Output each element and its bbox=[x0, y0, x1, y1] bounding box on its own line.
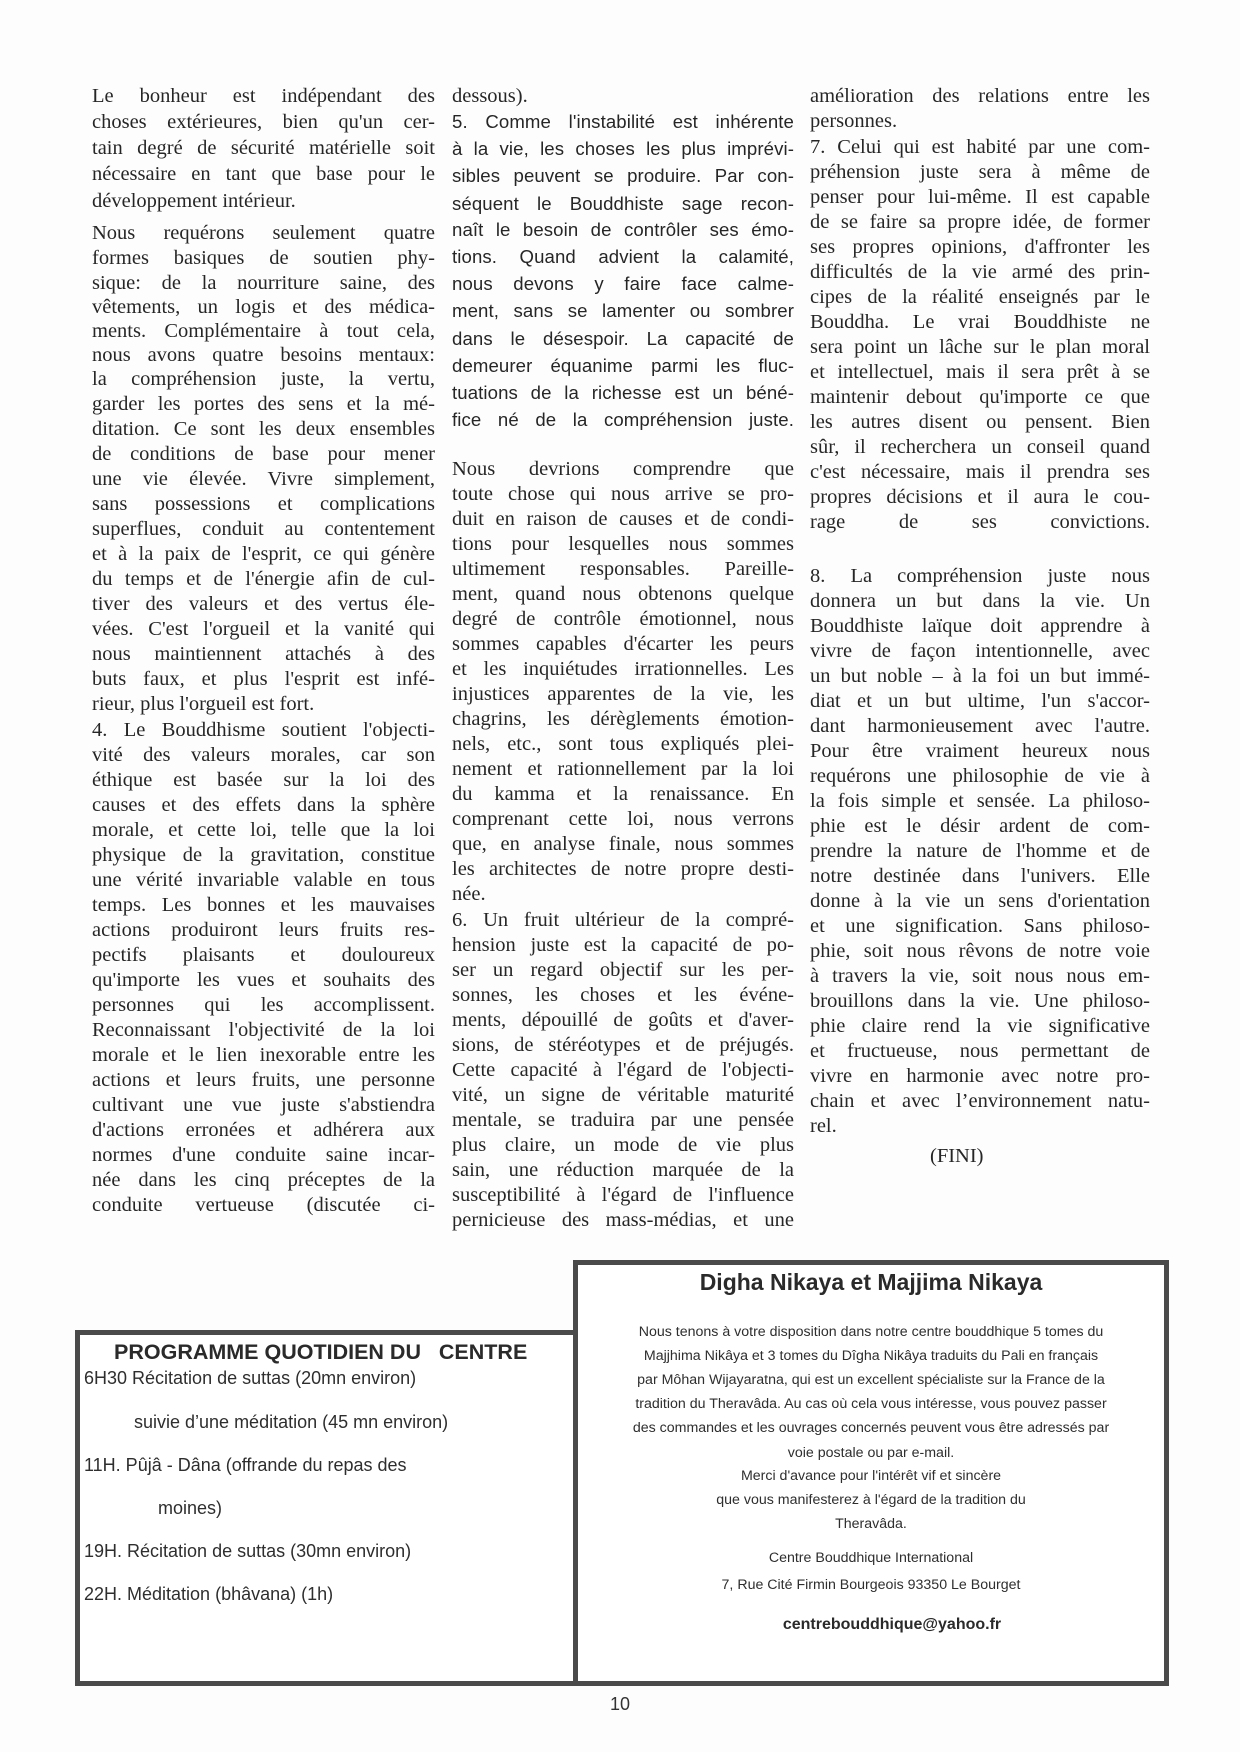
text-line: et intellectuel, mais il sera prêt à se bbox=[810, 361, 1150, 383]
text-line: vité, un signe de véritable maturité bbox=[452, 1084, 794, 1106]
info-line: par Môhan Wijayaratna, qui est un excellent spécialiste sur la France de la bbox=[637, 1372, 1105, 1388]
text-line: donnera un but dans la vie. Un bbox=[810, 590, 1150, 612]
text-line: et fructueuse, nous permettant de bbox=[810, 1040, 1150, 1062]
text-line: de se faire sa propre idée, de former bbox=[810, 211, 1150, 233]
info-line: des commandes et les ouvrages concernés peuvent vous être adressés par bbox=[632, 1420, 1110, 1436]
text-line: ments. Complémentaire à tout cela, bbox=[92, 320, 435, 342]
text-line: du kamma et la renaissance. En bbox=[452, 783, 794, 805]
text-line: dessous). bbox=[452, 85, 528, 107]
text-line: et à la paix de l'esprit, ce qui génère bbox=[92, 543, 435, 565]
text-line: les autres disent ou pensent. Bien bbox=[810, 411, 1150, 433]
contact-email[interactable]: centrebouddhique@yahoo.fr bbox=[782, 1616, 1002, 1633]
text-line: injustices apparentes de la vie, les bbox=[452, 683, 794, 705]
text-line: comprenant cette loi, nous verrons bbox=[452, 808, 794, 830]
text-line: amélioration des relations entre les bbox=[810, 85, 1150, 107]
info-line: Theravâda. bbox=[835, 1516, 907, 1532]
text-line: chagrins, les dérèglements émotion- bbox=[452, 708, 794, 730]
text-line: sonnes, les choses et les événe- bbox=[452, 984, 794, 1006]
text-line: phie, soit nous rêvons de notre voie bbox=[810, 940, 1150, 962]
text-line: ments, dépouillé de goûts et d'aver- bbox=[452, 1009, 794, 1031]
text-line: personnes. bbox=[810, 110, 898, 132]
text-line: chain et avec l’environnement natu- bbox=[810, 1090, 1150, 1112]
info-line: que vous manifesterez à l'égard de la tradition du bbox=[716, 1492, 1026, 1508]
text-line: garder les portes des sens et la mé- bbox=[92, 393, 435, 415]
schedule-item: moines) bbox=[158, 1498, 223, 1518]
text-line: Cette capacité à l'égard de l'objecti- bbox=[452, 1059, 794, 1081]
text-line: hension juste est la capacité de po- bbox=[452, 934, 794, 956]
text-line: Bouddha. Le vrai Bouddhiste ne bbox=[810, 311, 1150, 333]
text-line: phie est le désir ardent de com- bbox=[810, 815, 1150, 837]
nikaya-box-title: Digha Nikaya et Majjima Nikaya bbox=[699, 1269, 1043, 1295]
text-line: d'actions erronées et adhérera aux bbox=[92, 1119, 435, 1141]
text-line: sans possessions et complications bbox=[92, 493, 435, 515]
text-line: tiver des valeurs et des vertus éle- bbox=[92, 593, 435, 615]
text-line: rage de ses convictions. bbox=[810, 511, 1150, 533]
text-line: propres décisions et il aura le cou- bbox=[810, 486, 1150, 508]
schedule-item: 6H30 Récitation de suttas (20mn environ) bbox=[84, 1368, 417, 1388]
text-line: et les inquiétudes irrationnelles. Les bbox=[452, 658, 794, 680]
text-line: Nous devrions comprendre que bbox=[452, 458, 794, 480]
text-line: ser un regard objectif sur les per- bbox=[452, 959, 794, 981]
text-line: nels, etc., sont tous expliqués plei- bbox=[452, 733, 794, 755]
text-line: normes d'une conduite saine incar- bbox=[92, 1144, 435, 1166]
text-line: cultivant une vue juste s'abstiendra bbox=[92, 1094, 435, 1116]
text-line: à la vie, les choses les plus imprévi- bbox=[452, 138, 794, 159]
text-line: vivre de façon intentionnelle, avec bbox=[810, 640, 1150, 662]
text-line: phie claire rend la vie significative bbox=[810, 1015, 1150, 1037]
text-line: dans le désespoir. La capacité de bbox=[452, 328, 794, 349]
text-line: et une signification. Sans philoso- bbox=[810, 915, 1150, 937]
text-line: de conditions de base pour mener bbox=[92, 443, 435, 465]
text-line: ultimement responsables. Pareille- bbox=[452, 558, 794, 580]
text-line: une vérité invariable valable en tous bbox=[92, 869, 435, 891]
text-line: la fois simple et sensée. La philoso- bbox=[810, 790, 1150, 812]
text-line: brouillons dans la vie. Une philoso- bbox=[810, 990, 1150, 1012]
text-line: tions. Quand advient la calamité, bbox=[452, 246, 794, 267]
text-line: morale et le lien inexorable entre les bbox=[92, 1044, 435, 1066]
text-line: buts faux, et plus l'esprit est infé- bbox=[92, 668, 435, 690]
text-line: vité des valeurs morales, car son bbox=[92, 744, 435, 766]
text-line: pernicieuse des mass-médias, et une bbox=[452, 1209, 794, 1231]
schedule-item: suivie d’une méditation (45 mn environ) bbox=[134, 1412, 449, 1432]
text-line: tuations de la richesse est un béné- bbox=[452, 382, 794, 403]
text-line: sique: de la nourriture saine, des bbox=[92, 272, 435, 294]
info-line: Merci d'avance pour l'intérêt vif et sincère bbox=[740, 1468, 1002, 1484]
info-line: 7, Rue Cité Firmin Bourgeois 93350 Le Bourget bbox=[721, 1577, 1021, 1593]
text-line: ditation. Ce sont les deux ensembles bbox=[92, 418, 435, 440]
text-line: vêtements, un logis et des médica- bbox=[92, 296, 435, 318]
text-line: rel. bbox=[810, 1115, 837, 1137]
text-line: Bouddhiste laïque doit apprendre à bbox=[810, 615, 1150, 637]
info-line: Nous tenons à votre disposition dans notre centre bouddhique 5 tomes du bbox=[638, 1324, 1104, 1340]
text-line: née. bbox=[452, 883, 486, 905]
text-line: nous devons y faire face calme- bbox=[452, 273, 794, 294]
text-line: actions et leurs fruits, une personne bbox=[92, 1069, 435, 1091]
text-line: sera point un lâche sur le plan moral bbox=[810, 336, 1150, 358]
text-line: sions, de stéréotypes et de préjugés. bbox=[452, 1034, 794, 1056]
text-line: demeurer équanime parmi les fluc- bbox=[452, 355, 794, 376]
text-line: du temps et de l'énergie afin de cul- bbox=[92, 568, 435, 590]
text-line: préhension juste sera à même de bbox=[810, 161, 1150, 183]
info-line: Centre Bouddhique International bbox=[768, 1550, 974, 1566]
info-line: voie postale ou par e-mail. bbox=[787, 1445, 955, 1461]
text-line: conduite vertueuse (discutée ci- bbox=[92, 1194, 435, 1216]
text-line: à travers la vie, soit nous nous em- bbox=[810, 965, 1150, 987]
text-line: c'est nécessaire, mais il prendra ses bbox=[810, 461, 1150, 483]
text-line: superflues, conduit au contentement bbox=[92, 518, 435, 540]
text-line: vées. C'est l'orgueil et la vanité qui bbox=[92, 618, 435, 640]
text-line: 4. Le Bouddhisme soutient l'objecti- bbox=[92, 719, 435, 741]
text-line: tions pour lesquelles nous sommes bbox=[452, 533, 794, 555]
text-line: diat et un but ultime, l'un s'accor- bbox=[810, 690, 1150, 712]
text-line: 5. Comme l'instabilité est inhérente bbox=[452, 111, 794, 132]
text-line: 8. La compréhension juste nous bbox=[810, 565, 1150, 587]
text-line: Nous requérons seulement quatre bbox=[92, 222, 435, 244]
text-line: physique de la gravitation, constitue bbox=[92, 844, 435, 866]
text-line: mentale, se traduira par une pensée bbox=[452, 1109, 794, 1131]
text-line: tain degré de sécurité matérielle soit bbox=[92, 137, 435, 159]
text-line: sain, une réduction marquée de la bbox=[452, 1159, 794, 1181]
text-line: Pour être vraiment heureux nous bbox=[810, 740, 1150, 762]
text-line: actions produiront leurs fruits res- bbox=[92, 919, 435, 941]
text-line: Le bonheur est indépendant des bbox=[92, 85, 435, 107]
text-line: maintenir debout qu'importe ce que bbox=[810, 386, 1150, 408]
text-line: que, en analyse finale, nous sommes bbox=[452, 833, 794, 855]
text-line: vivre en harmonie avec notre pro- bbox=[810, 1065, 1150, 1087]
text-line: causes et des effets dans la sphère bbox=[92, 794, 435, 816]
text-line: nement et rationnellement par la loi bbox=[452, 758, 794, 780]
text-line: requérons une philosophie de vie à bbox=[810, 765, 1150, 787]
text-line: éthique est basée sur la loi des bbox=[92, 769, 435, 791]
info-line: Majjhima Nikâya et 3 tomes du Dîgha Nikâya traduits du Pali en français bbox=[643, 1348, 1099, 1364]
text-line: formes basiques de soutien phy- bbox=[92, 247, 435, 269]
text-line: ment, sans se lamenter ou sombrer bbox=[452, 300, 794, 321]
text-line: nous maintiennent attachés à des bbox=[92, 643, 435, 665]
text-line: donne à la vie un sens d'orientation bbox=[810, 890, 1150, 912]
text-line: née dans les cinq préceptes de la bbox=[92, 1169, 435, 1191]
text-line: penser pour lui-même. Il est capable bbox=[810, 186, 1150, 208]
programme-box-title: PROGRAMME QUOTIDIEN DU CENTRE bbox=[114, 1340, 528, 1364]
text-line: une vie élevée. Vivre simplement, bbox=[92, 468, 435, 490]
end-mark: (FINI) bbox=[930, 1145, 984, 1167]
text-line: sommes capables d'écarter les peurs bbox=[452, 633, 794, 655]
info-line: tradition du Theravâda. Au cas où cela vous intéresse, vous pouvez passer bbox=[635, 1396, 1107, 1412]
text-line: développement intérieur. bbox=[92, 190, 296, 212]
text-line: cipes de la réalité enseignés par le bbox=[810, 286, 1150, 308]
text-line: nous avons quatre besoins mentaux: bbox=[92, 344, 435, 366]
text-line: les architectes de notre propre desti- bbox=[452, 858, 794, 880]
text-line: qu'importe les vues et souhaits des bbox=[92, 969, 435, 991]
text-line: séquent le Bouddhiste sage recon- bbox=[452, 193, 794, 214]
text-line: notre destinée dans l'univers. Elle bbox=[810, 865, 1150, 887]
text-line: pectifs plaisants et douloureux bbox=[92, 944, 435, 966]
text-line: naît le besoin de contrôler ses émo- bbox=[452, 219, 794, 240]
text-line: personnes qui les accomplissent. bbox=[92, 994, 435, 1016]
text-line: prendre la nature de l'homme et de bbox=[810, 840, 1150, 862]
text-line: duit en raison de causes et de condi- bbox=[452, 508, 794, 530]
text-line: toute chose qui nous arrive se pro- bbox=[452, 483, 794, 505]
text-line: plus claire, un mode de vie plus bbox=[452, 1134, 794, 1156]
text-line: rieur, plus l'orgueil est fort. bbox=[92, 693, 315, 715]
page-number: 10 bbox=[610, 1694, 631, 1714]
text-line: ses propres opinions, d'affronter les bbox=[810, 236, 1150, 258]
text-line: ment, quand nous obtenons quelque bbox=[452, 583, 794, 605]
text-line: sibles peuvent se produire. Par con- bbox=[452, 165, 794, 186]
text-line: fice né de la compréhension juste. bbox=[452, 409, 794, 430]
text-line: morale, et cette loi, telle que la loi bbox=[92, 819, 435, 841]
text-line: susceptibilité à l'égard de l'influence bbox=[452, 1184, 794, 1206]
text-line: Reconnaissant l'objectivité de la loi bbox=[92, 1019, 435, 1041]
text-line: dant harmonieusement avec l'autre. bbox=[810, 715, 1150, 737]
text-line: nécessaire en tant que base pour le bbox=[92, 163, 435, 185]
text-line: 6. Un fruit ultérieur de la compré- bbox=[452, 909, 794, 931]
schedule-item: 19H. Récitation de suttas (30mn environ) bbox=[84, 1541, 412, 1561]
text-line: sûr, il recherchera un conseil quand bbox=[810, 436, 1150, 458]
text-line: un but noble – à la foi un but immé- bbox=[810, 665, 1150, 687]
text-line: difficultés de la vie armé des prin- bbox=[810, 261, 1150, 283]
text-line: choses extérieures, bien qu'un cer- bbox=[92, 111, 435, 133]
text-line: temps. Les bonnes et les mauvaises bbox=[92, 894, 435, 916]
text-line: la compréhension juste, la vertu, bbox=[92, 368, 435, 390]
schedule-item: 22H. Méditation (bhâvana) (1h) bbox=[84, 1584, 334, 1604]
schedule-item: 11H. Pûjâ - Dâna (offrande du repas des bbox=[84, 1455, 407, 1475]
text-line: degré de contrôle émotionnel, nous bbox=[452, 608, 794, 630]
text-line: 7. Celui qui est habité par une com- bbox=[810, 136, 1150, 158]
